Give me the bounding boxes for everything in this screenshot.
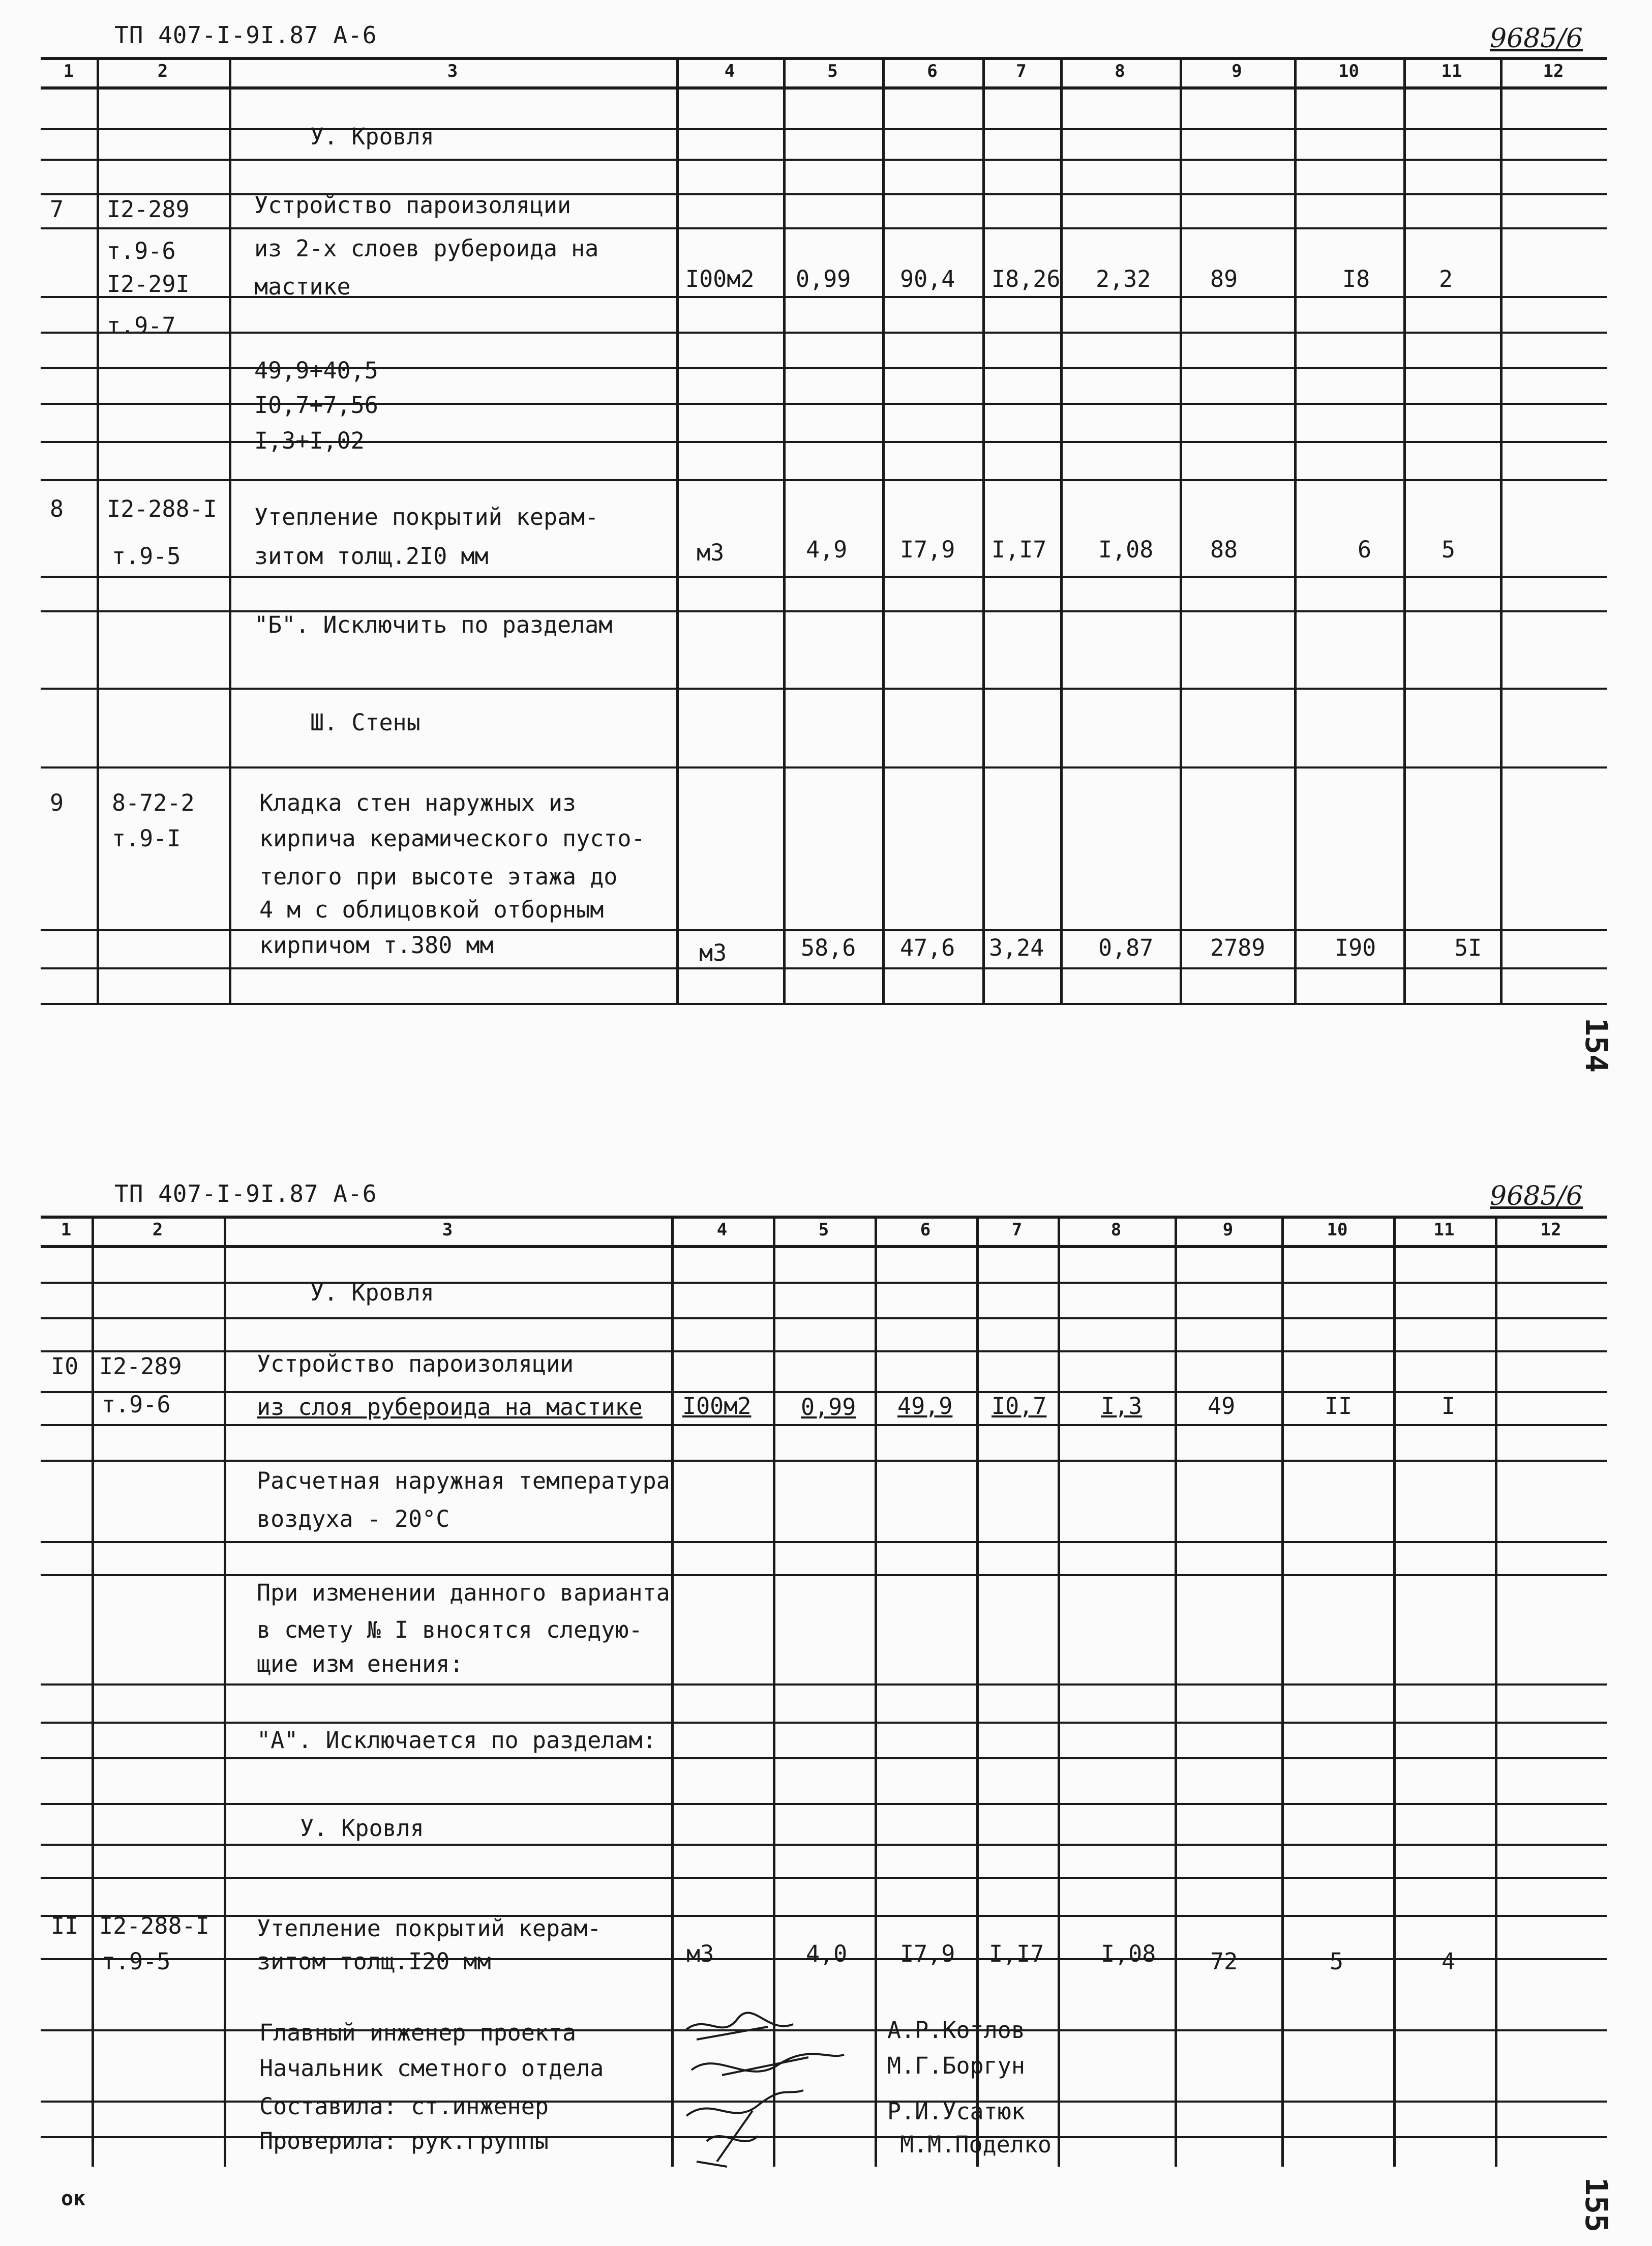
col-header: 8 xyxy=(1110,1220,1122,1240)
unit-cost: I7,9 xyxy=(900,536,955,563)
col-header: 8 xyxy=(1115,61,1125,81)
col-header: 9 xyxy=(1232,61,1242,81)
inventory-number: 9685/6 xyxy=(1490,23,1583,54)
section-note: "Б". Исключить по разделам xyxy=(254,611,613,638)
estimate-table xyxy=(41,57,1607,1013)
rate-table: т.9-I xyxy=(112,825,181,852)
total-cost: 88 xyxy=(1210,536,1238,563)
rate-table: т.9-7 xyxy=(107,312,176,339)
section-title: У. Кровля xyxy=(310,123,434,150)
rate-code: I2-29I xyxy=(107,271,190,298)
rate-table: т.9-5 xyxy=(102,1948,171,1975)
unit: I00м2 xyxy=(685,265,755,292)
work-description: Кладка стен наружных из xyxy=(259,789,577,816)
work-description: кирпичом т.380 мм xyxy=(259,932,494,959)
total-machine: 5I xyxy=(1454,934,1482,961)
total-machine: 5 xyxy=(1441,536,1456,563)
unit: м3 xyxy=(699,939,727,966)
work-description: мастике xyxy=(254,273,351,300)
rate-code: 8-72-2 xyxy=(112,789,195,816)
work-description: Устройство пароизоляции xyxy=(254,192,572,219)
item-number: I0 xyxy=(51,1353,79,1380)
quantity: 0,99 xyxy=(801,1394,856,1421)
work-description: телого при высоте этажа до xyxy=(259,863,618,890)
section-title: Ш. Стены xyxy=(310,709,420,736)
col-header: 5 xyxy=(827,61,838,81)
unit: м3 xyxy=(697,539,725,566)
work-description: из 2-х слоев рубероида на xyxy=(254,235,599,262)
machine-cost: 2,32 xyxy=(1096,265,1151,292)
note-line: щие изм енения: xyxy=(257,1650,464,1677)
section-note: "А". Исключается по разделам: xyxy=(257,1727,656,1754)
col-header: 10 xyxy=(1338,61,1359,81)
wages-cost: I,I7 xyxy=(992,536,1047,563)
page-number: 155 xyxy=(1578,2177,1614,2233)
machine-cost: I,08 xyxy=(1101,1940,1156,1967)
total-wages: I8 xyxy=(1342,265,1370,292)
note-line: воздуха - 20°С xyxy=(257,1505,450,1532)
quantity: 4,9 xyxy=(806,536,848,563)
total-cost: 2789 xyxy=(1210,934,1266,961)
col-header: 2 xyxy=(152,1220,163,1240)
total-wages: 6 xyxy=(1358,536,1372,563)
total-cost: 89 xyxy=(1210,265,1238,292)
wages-cost: I,I7 xyxy=(989,1940,1044,1967)
doc-code: ТП 407-I-9I.87 А-6 xyxy=(114,1180,377,1207)
item-number: 8 xyxy=(50,495,64,522)
item-number: 7 xyxy=(50,196,64,223)
col-header: 7 xyxy=(1011,1220,1023,1240)
rate-table: т.9-6 xyxy=(102,1391,171,1418)
work-description: 4 м с облицовкой отборным xyxy=(259,896,604,923)
quantity: 0,99 xyxy=(796,265,851,292)
col-header: 6 xyxy=(927,61,938,81)
rate-code: I2-288-I xyxy=(107,495,217,522)
total-wages: 5 xyxy=(1330,1948,1344,1975)
work-description: из слоя рубероида на мастике xyxy=(257,1394,643,1421)
col-header: 5 xyxy=(818,1220,829,1240)
signature-name: Р.И.Усатюк xyxy=(887,2098,1025,2125)
calc-line: I0,7+7,56 xyxy=(254,392,378,419)
total-machine: 4 xyxy=(1441,1948,1456,1975)
rate-code: I2-289 xyxy=(99,1353,182,1380)
section-title: У. Кровля xyxy=(300,1815,424,1842)
rate-code: I2-289 xyxy=(107,196,190,223)
col-header: 4 xyxy=(724,61,735,81)
work-description: зитом толщ.I20 мм xyxy=(257,1948,491,1975)
doc-code: ТП 407-I-9I.87 А-6 xyxy=(114,21,377,49)
section-title: У. Кровля xyxy=(310,1279,434,1306)
col-header: 3 xyxy=(447,61,458,81)
work-description: Утепление покрытий керам- xyxy=(254,504,599,530)
handwritten-signature xyxy=(676,2009,890,2172)
unit-cost: 49,9 xyxy=(897,1393,953,1420)
rate-code: I2-288-I xyxy=(99,1912,209,1939)
unit-cost: I7,9 xyxy=(900,1940,955,1967)
unit: м3 xyxy=(686,1940,714,1967)
col-header: 1 xyxy=(63,61,74,81)
unit-cost: 90,4 xyxy=(900,265,955,292)
page-number: 154 xyxy=(1578,1017,1614,1073)
note-line: При изменении данного варианта xyxy=(257,1579,670,1606)
inventory-number: 9685/6 xyxy=(1490,1181,1583,1211)
col-header: 2 xyxy=(157,61,168,81)
col-header: 4 xyxy=(716,1220,728,1240)
total-machine: I xyxy=(1441,1393,1456,1420)
quantity: 4,0 xyxy=(806,1940,848,1967)
signature-name: М.М.Поделко xyxy=(900,2131,1052,2158)
rate-table: т.9-6 xyxy=(107,238,176,264)
wages-cost: 3,24 xyxy=(989,934,1044,961)
note-line: в смету № I вносятся следую- xyxy=(257,1616,643,1643)
rate-table: т.9-5 xyxy=(112,543,181,570)
signature-name: А.Р.Котлов xyxy=(887,2017,1025,2044)
col-header: 12 xyxy=(1543,61,1564,81)
signature-role: Проверила: рук.группы xyxy=(259,2127,549,2154)
signature-role: Начальник сметного отдела xyxy=(259,2055,604,2082)
machine-cost: 0,87 xyxy=(1098,934,1154,961)
unit: I00м2 xyxy=(682,1393,752,1420)
total-wages: I90 xyxy=(1335,934,1376,961)
footer-mark: ок xyxy=(61,2187,86,2210)
signature-name: М.Г.Боргун xyxy=(887,2052,1025,2079)
quantity: 58,6 xyxy=(801,934,856,961)
col-header: 12 xyxy=(1540,1220,1561,1240)
total-cost: 72 xyxy=(1210,1948,1238,1975)
total-wages: II xyxy=(1325,1393,1353,1420)
unit-cost: 47,6 xyxy=(900,934,955,961)
estimate-table xyxy=(41,1216,1607,2172)
col-header: 11 xyxy=(1433,1220,1455,1240)
item-number: II xyxy=(51,1912,79,1939)
wages-cost: I8,26 xyxy=(992,265,1061,292)
machine-cost: I,08 xyxy=(1098,536,1154,563)
col-header: 3 xyxy=(442,1220,453,1240)
work-description: зитом толщ.2I0 мм xyxy=(254,543,489,570)
signature-role: Главный инженер проекта xyxy=(259,2019,577,2046)
signature-role: Составила: ст.инженер xyxy=(259,2093,549,2120)
col-header: 1 xyxy=(61,1220,72,1240)
item-number: 9 xyxy=(50,789,64,816)
calc-line: I,3+I,02 xyxy=(254,427,365,454)
col-header: 6 xyxy=(920,1220,931,1240)
note-line: Расчетная наружная температура xyxy=(257,1467,670,1494)
work-description: кирпича керамического пусто- xyxy=(259,825,645,852)
calc-line: 49,9+40,5 xyxy=(254,357,378,384)
work-description: Устройство пароизоляции xyxy=(257,1350,574,1377)
total-cost: 49 xyxy=(1208,1393,1236,1420)
col-header: 10 xyxy=(1327,1220,1348,1240)
work-description: Утепление покрытий керам- xyxy=(257,1915,602,1942)
machine-cost: I,3 xyxy=(1101,1393,1143,1420)
col-header: 7 xyxy=(1016,61,1027,81)
col-header: 11 xyxy=(1441,61,1462,81)
col-header: 9 xyxy=(1222,1220,1234,1240)
wages-cost: I0,7 xyxy=(992,1393,1047,1420)
total-machine: 2 xyxy=(1439,265,1453,292)
